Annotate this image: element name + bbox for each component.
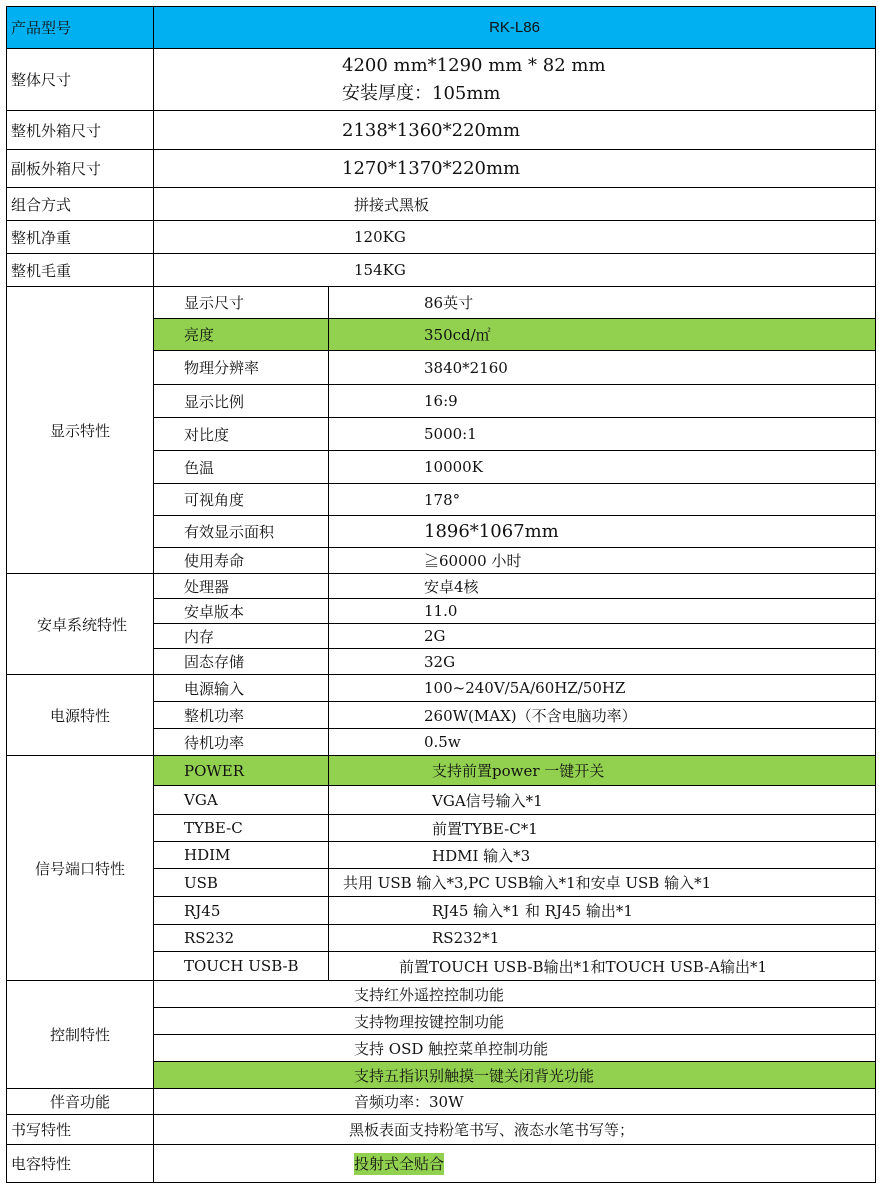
row-label: RS232 bbox=[154, 925, 329, 952]
row-value: 共用 USB 输入*3,PC USB输入*1和安卓 USB 输入*1 bbox=[329, 869, 876, 897]
row-label: POWER bbox=[154, 756, 329, 786]
row-label: 书写特性 bbox=[7, 1115, 154, 1145]
row-value: 1270*1370*220mm bbox=[154, 150, 876, 188]
row-value: 3840*2160 bbox=[329, 351, 876, 385]
row-label: 副板外箱尺寸 bbox=[7, 150, 154, 188]
row-value: 5000:1 bbox=[329, 418, 876, 451]
row-label: 固态存储 bbox=[154, 649, 329, 675]
header-row bbox=[7, 7, 876, 49]
row-value: 拼接式黑板 bbox=[154, 188, 876, 221]
table-row bbox=[7, 111, 876, 150]
row-value: 2138*1360*220mm bbox=[154, 111, 876, 150]
row-value: 支持前置power 一键开关 bbox=[329, 756, 876, 786]
row-label: 物理分辨率 bbox=[154, 351, 329, 385]
row-label: 整机功率 bbox=[154, 702, 329, 729]
category-control: 控制特性 bbox=[7, 981, 154, 1089]
row-label: 安卓版本 bbox=[154, 599, 329, 624]
row-label: 内存 bbox=[154, 624, 329, 649]
row-value: 11.0 bbox=[329, 599, 876, 624]
category-signal: 信号端口特性 bbox=[7, 756, 154, 981]
table-row bbox=[7, 1089, 876, 1115]
table-row bbox=[7, 675, 876, 702]
row-value: 154KG bbox=[154, 254, 876, 287]
table-row bbox=[7, 150, 876, 188]
row-value: 0.5w bbox=[329, 729, 876, 756]
row-label: TOUCH USB-B bbox=[154, 952, 329, 981]
category-display: 显示特性 bbox=[7, 287, 154, 574]
capacitive-value: 投射式全贴合 bbox=[354, 1155, 445, 1173]
row-label: 电容特性 bbox=[7, 1145, 154, 1183]
thickness-line: 安装厚度：105mm bbox=[342, 82, 501, 104]
model-value: RK-L86 bbox=[154, 7, 876, 49]
row-value bbox=[154, 49, 876, 111]
table-row bbox=[7, 574, 876, 599]
row-label: 色温 bbox=[154, 451, 329, 484]
row-label: 显示尺寸 bbox=[154, 287, 329, 319]
row-value: 178° bbox=[329, 484, 876, 516]
table-row bbox=[7, 287, 876, 319]
table-row bbox=[7, 254, 876, 287]
row-label: 可视角度 bbox=[154, 484, 329, 516]
row-label: 待机功率 bbox=[154, 729, 329, 756]
row-label: 整机毛重 bbox=[7, 254, 154, 287]
row-value: 350cd/㎡ bbox=[329, 319, 876, 351]
row-value: 260W(MAX)（不含电脑功率） bbox=[329, 702, 876, 729]
row-value: ≧60000 小时 bbox=[329, 548, 876, 574]
category-android: 安卓系统特性 bbox=[7, 574, 154, 675]
row-label: RJ45 bbox=[154, 897, 329, 925]
row-value: 安卓4核 bbox=[329, 574, 876, 599]
row-value: 32G bbox=[329, 649, 876, 675]
table-row bbox=[7, 756, 876, 786]
category-audio: 伴音功能 bbox=[7, 1089, 154, 1115]
row-value: VGA信号输入*1 bbox=[329, 786, 876, 815]
row-value: RJ45 输入*1 和 RJ45 输出*1 bbox=[329, 897, 876, 925]
row-value: 前置TOUCH USB-B输出*1和TOUCH USB-A输出*1 bbox=[329, 952, 876, 981]
table-row bbox=[7, 1145, 876, 1183]
row-label: USB bbox=[154, 869, 329, 897]
row-label: 亮度 bbox=[154, 319, 329, 351]
row-value: 100~240V/5A/60HZ/50HZ bbox=[329, 675, 876, 702]
row-value: 10000K bbox=[329, 451, 876, 484]
row-value: 2G bbox=[329, 624, 876, 649]
row-label: 电源输入 bbox=[154, 675, 329, 702]
table-row bbox=[7, 188, 876, 221]
row-label: 整机净重 bbox=[7, 221, 154, 254]
category-power: 电源特性 bbox=[7, 675, 154, 756]
row-label: 处理器 bbox=[154, 574, 329, 599]
row-value: 86英寸 bbox=[329, 287, 876, 319]
row-value: 1896*1067mm bbox=[329, 516, 876, 548]
row-value: HDMI 输入*3 bbox=[329, 842, 876, 869]
table-row bbox=[7, 49, 876, 111]
row-label: VGA bbox=[154, 786, 329, 815]
row-value: 16:9 bbox=[329, 385, 876, 418]
row-label: 整机外箱尺寸 bbox=[7, 111, 154, 150]
row-value: 前置TYBE-C*1 bbox=[329, 815, 876, 842]
row-value: 120KG bbox=[154, 221, 876, 254]
row-value: 支持物理按键控制功能 bbox=[154, 1008, 876, 1035]
row-value bbox=[154, 1145, 876, 1183]
row-label: 对比度 bbox=[154, 418, 329, 451]
row-value: 黑板表面支持粉笔书写、液态水笔书写等； bbox=[154, 1115, 876, 1145]
table-row bbox=[7, 1115, 876, 1145]
row-value: 支持五指识别触摸一键关闭背光功能 bbox=[154, 1062, 876, 1089]
row-value: 支持 OSD 触控菜单控制功能 bbox=[154, 1035, 876, 1062]
row-label: 显示比例 bbox=[154, 385, 329, 418]
row-label: TYBE-C bbox=[154, 815, 329, 842]
row-value: RS232*1 bbox=[329, 925, 876, 952]
table-row bbox=[7, 981, 876, 1008]
row-label: 使用寿命 bbox=[154, 548, 329, 574]
row-label: HDIM bbox=[154, 842, 329, 869]
row-value: 音频功率：30W bbox=[154, 1089, 876, 1115]
row-label: 组合方式 bbox=[7, 188, 154, 221]
row-label: 有效显示面积 bbox=[154, 516, 329, 548]
model-label: 产品型号 bbox=[7, 7, 154, 49]
dimension-line: 4200 mm*1290 mm * 82 mm bbox=[342, 54, 606, 76]
spec-table bbox=[6, 6, 876, 1183]
row-label: 整体尺寸 bbox=[7, 49, 154, 111]
table-row bbox=[7, 221, 876, 254]
row-value: 支持红外遥控控制功能 bbox=[154, 981, 876, 1008]
